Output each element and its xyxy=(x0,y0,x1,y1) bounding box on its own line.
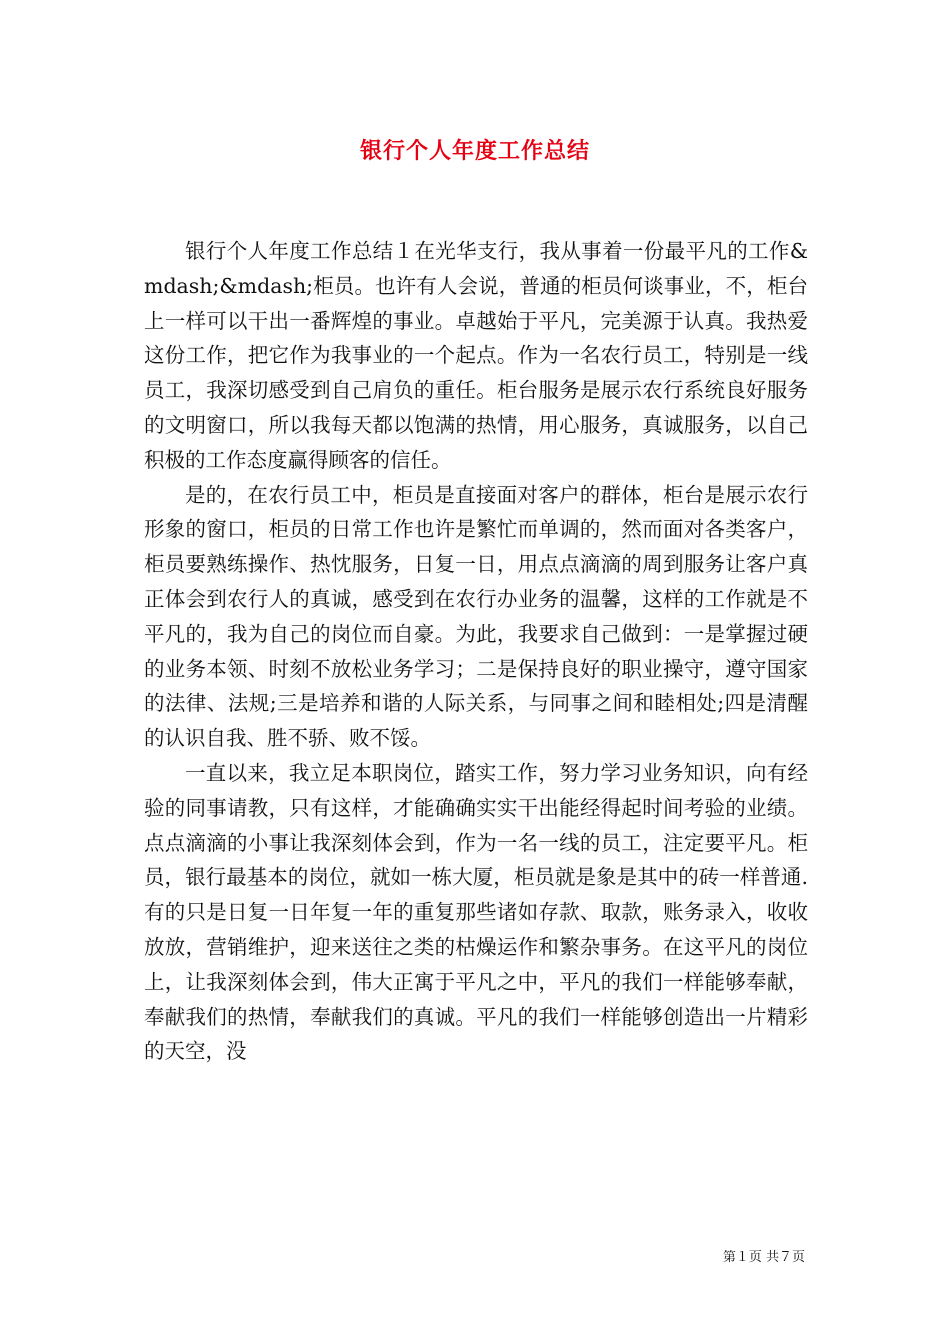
page-number-footer: 第１页 共７页 xyxy=(722,1250,805,1265)
paragraph: 是的，在农行员工中，柜员是直接面对客户的群体，柜台是展示农行形象的窗口，柜员的日常工作也许是繁忙而单调的，然而面对各类客户，柜员要熟练操作、热忱服务，日复一日，用点点滴滴的周到服务让客户真正体会到农行人的真诚，感受到在农行办业务的温馨，这样的工作就是不平凡的，我为自己的岗位而自豪。为此，我要求自己做到：一是掌握过硬的业务本领、时刻不放松业务学习；二是保持良好的职业操守，遵守国家的法律、法规;三是培养和谐的人际关系，与同事之间和睦相处;四是清醒的认识自我、胜不骄、败不馁。 xyxy=(144,482,808,751)
document-body xyxy=(144,234,808,1069)
paragraph: 一直以来，我立足本职岗位，踏实工作，努力学习业务知识，向有经验的同事请教，只有这样，才能确确实实干出能经得起时间考验的业绩。点点滴滴的小事让我深刻体会到，作为一名一线的员工，注定要平凡。柜员，银行最基本的岗位，就如一栋大厦，柜员就是象是其中的砖一样普通.有的只是日复一日年复一年的重复那些诸如存款、取款，账务录入，收收放放，营销维护，迎来送往之类的枯燥运作和繁杂事务。在这平凡的岗位上，让我深刻体会到，伟大正寓于平凡之中，平凡的我们一样能够奉献，奉献我们的热情，奉献我们的真诚。平凡的我们一样能够创造出一片精彩的天空，没 xyxy=(144,760,808,1064)
document-title: 银行个人年度工作总结 xyxy=(359,138,590,164)
paragraph: 银行个人年度工作总结１在光华支行，我从事着一份最平凡的工作&mdash;&mdash;柜员。也许有人会说，普通的柜员何谈事业，不，柜台上一样可以干出一番辉煌的事业。卓越始于平凡，完美源于认真。我热爱这份工作，把它作为我事业的一个起点。作为一名农行员工，特别是一线员工，我深切感受到自己肩负的重任。柜台服务是展示农行系统良好服务的文明窗口，所以我每天都以饱满的热情，用心服务，真诚服务，以自己积极的工作态度赢得顾客的信任。 xyxy=(144,239,808,472)
